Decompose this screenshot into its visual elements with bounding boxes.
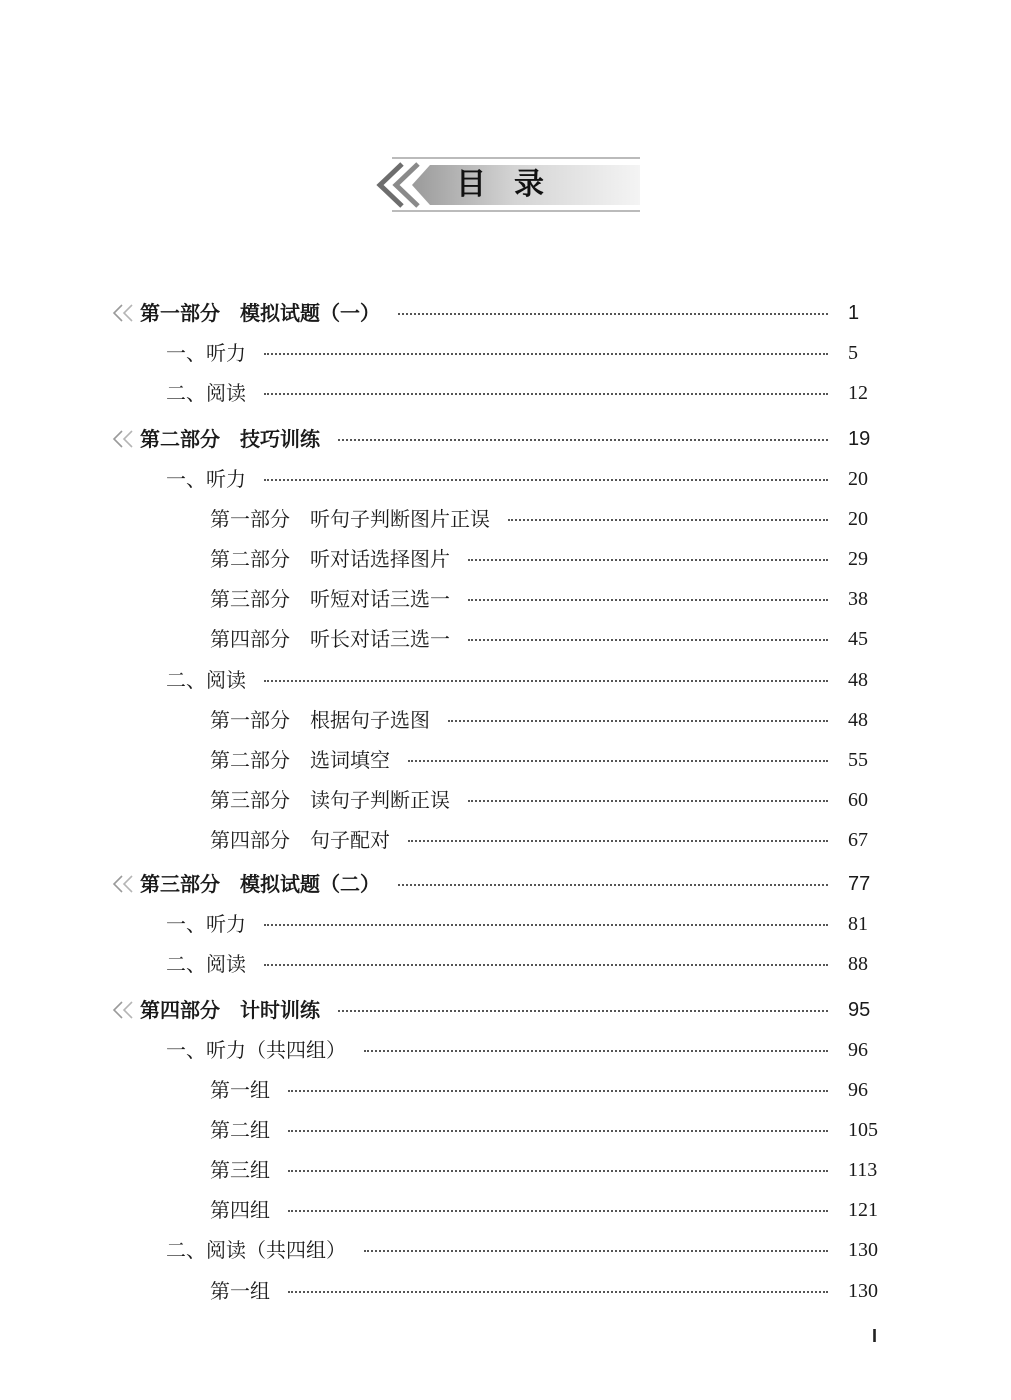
toc-entry-page-number: 96 [848,1079,868,1101]
toc-entry-title: 第二部分 听对话选择图片 [210,544,460,574]
toc-entry-title: 一、听力（共四组） [166,1035,356,1065]
toc-entry-title: 第三组 [210,1155,280,1185]
toc-entry-page-number: 130 [848,1239,878,1261]
toc-entry[interactable] [0,785,1011,815]
toc-leader-dots [288,1090,828,1092]
toc-entry[interactable] [0,909,1011,939]
toc-entry-title: 一、听力 [166,909,256,939]
toc-entry-title: 第三部分 读句子判断正误 [210,785,460,815]
toc-entry-page-number: 67 [848,829,868,851]
toc-entry[interactable] [0,995,1011,1025]
toc-entry-page-number: 5 [848,342,858,364]
toc-entry[interactable] [0,298,1011,328]
toc-entry-page-number: 105 [848,1119,878,1141]
toc-entry-page-number: 20 [848,468,868,490]
toc-entry[interactable] [0,1035,1011,1065]
toc-entry[interactable] [0,504,1011,534]
toc-leader-dots [364,1250,828,1252]
toc-entry[interactable] [0,544,1011,574]
toc-entry-title: 第三部分 听短对话三选一 [210,584,460,614]
toc-entry-title: 第四部分 计时训练 [140,995,330,1025]
toc-leader-dots [408,840,828,842]
toc-entry[interactable] [0,424,1011,454]
toc-leader-dots [264,479,828,481]
toc-leader-dots [338,1010,828,1012]
toc-entry-title: 第二组 [210,1115,280,1145]
toc-entry-title: 二、阅读 [166,665,256,695]
toc-entry[interactable] [0,338,1011,368]
toc-entry-title: 第二部分 技巧训练 [140,424,330,454]
toc-entry-page-number: 113 [848,1159,878,1181]
toc-entry-title: 第三部分 模拟试题（二） [140,869,390,899]
toc-leader-dots [364,1050,828,1052]
toc-entry[interactable] [0,464,1011,494]
toc-leader-dots [408,760,828,762]
page-number: I [872,1326,878,1346]
toc-leader-dots [288,1130,828,1132]
double-chevron-left-icon [112,1000,136,1020]
toc-leader-dots [264,680,828,682]
toc-entry-title: 第一组 [210,1075,280,1105]
toc-entry-page-number: 38 [848,588,868,610]
toc-entry-title: 二、阅读 [166,378,256,408]
toc-entry-title: 第四组 [210,1195,280,1225]
toc-entry-page-number: 55 [848,749,868,771]
toc-entry[interactable] [0,665,1011,695]
toc-entry[interactable] [0,1075,1011,1105]
toc-leader-dots [264,964,828,966]
toc-entry[interactable] [0,624,1011,654]
toc-entry-page-number: 48 [848,709,868,731]
toc-entry-page-number: 20 [848,508,868,530]
toc-entry-page-number: 1 [848,302,860,324]
toc-entry[interactable] [0,1115,1011,1145]
toc-leader-dots [264,393,828,395]
toc-entry-title: 第一部分 模拟试题（一） [140,298,390,328]
toc-entry[interactable] [0,1276,1011,1306]
toc-leader-dots [398,313,828,315]
page-title: 目录 [456,167,572,202]
toc-leader-dots [398,884,828,886]
toc-entry-title: 一、听力 [166,338,256,368]
toc-entry-page-number: 29 [848,548,868,570]
toc-entry-page-number: 121 [848,1199,878,1221]
toc-entry-page-number: 81 [848,913,868,935]
toc-entry-title: 第四部分 听长对话三选一 [210,624,460,654]
toc-entry-title: 第一部分 听句子判断图片正误 [210,504,500,534]
toc-entry-title: 第一组 [210,1276,280,1306]
toc-leader-dots [448,720,828,722]
toc-entry-title: 第一部分 根据句子选图 [210,705,440,735]
toc-entry-page-number: 48 [848,669,868,691]
toc-entry-page-number: 45 [848,628,868,650]
toc-entry-page-number: 130 [848,1280,878,1302]
toc-entry[interactable] [0,825,1011,855]
toc-entry-title: 第四部分 句子配对 [210,825,400,855]
toc-leader-dots [264,924,828,926]
toc-leader-dots [288,1291,828,1293]
toc-entry[interactable] [0,705,1011,735]
double-chevron-left-icon [112,874,136,894]
toc-leader-dots [288,1210,828,1212]
toc-entry[interactable] [0,584,1011,614]
double-chevron-left-icon [112,303,136,323]
toc-entry[interactable] [0,1235,1011,1265]
toc-entry-page-number: 60 [848,789,868,811]
toc-leader-dots [468,559,828,561]
toc-entry-title: 第二部分 选词填空 [210,745,400,775]
toc-leader-dots [468,599,828,601]
toc-entry[interactable] [0,1195,1011,1225]
toc-entry-page-number: 96 [848,1039,868,1061]
double-chevron-left-icon [112,429,136,449]
toc-entry-title: 二、阅读（共四组） [166,1235,356,1265]
toc-entry-page-number: 12 [848,382,868,404]
toc-entry-page-number: 88 [848,953,868,975]
toc-entry[interactable] [0,378,1011,408]
toc-entry[interactable] [0,745,1011,775]
toc-entry[interactable] [0,1155,1011,1185]
toc-entry-page-number: 95 [848,999,871,1021]
toc-entry[interactable] [0,949,1011,979]
toc-entry-page-number: 19 [848,428,871,450]
toc-entry-title: 一、听力 [166,464,256,494]
toc-entry-title: 二、阅读 [166,949,256,979]
toc-leader-dots [338,439,828,441]
toc-leader-dots [468,639,828,641]
toc-entry-page-number: 77 [848,873,871,895]
toc-leader-dots [264,353,828,355]
toc-leader-dots [508,519,828,521]
toc-entry[interactable] [0,869,1011,899]
toc-leader-dots [468,800,828,802]
toc-leader-dots [288,1170,828,1172]
